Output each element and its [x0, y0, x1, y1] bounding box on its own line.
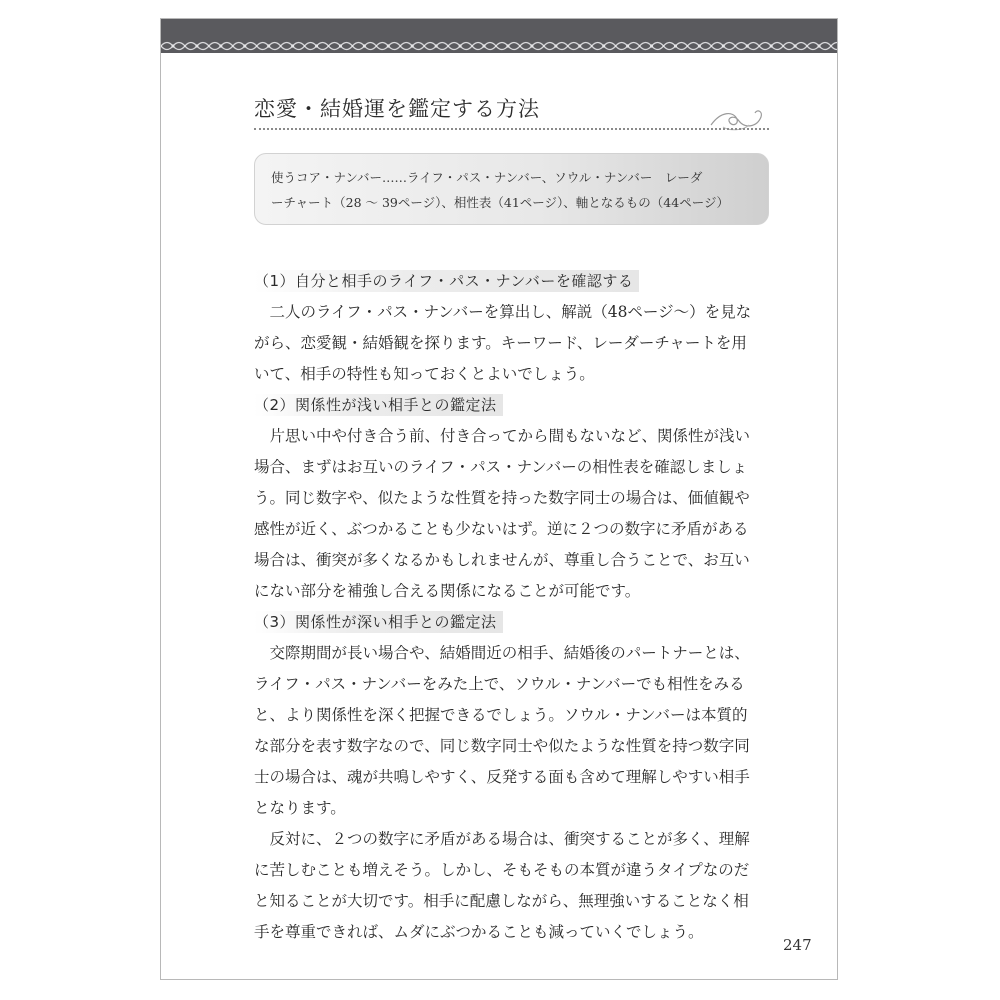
core-numbers-box [254, 153, 769, 225]
paragraph-line: 士の場合は、魂が共鳴しやすく、反発する面も含めて理解しやすい相手 [254, 768, 750, 786]
paragraph-line: う。同じ数字や、似たような性質を持った数字同士の場合は、価値観や [254, 489, 750, 507]
paragraph-line: 反対に、２つの数字に矛盾がある場合は、衝突することが多く、理解 [254, 830, 750, 848]
body-text [254, 266, 774, 948]
section-heading-text: （2）関係性が浅い相手との鑑定法 [254, 394, 503, 416]
lace-border-ornament [161, 39, 837, 53]
paragraph-line: にない部分を補強し合える関係になることが可能です。 [254, 582, 641, 600]
section-heading [254, 607, 774, 638]
core-numbers-line: 使うコア・ナンバー……ライフ・パス・ナンバー、ソウル・ナンバー レーダ [271, 170, 703, 185]
book-page [160, 18, 838, 980]
paragraph-line: がら、恋愛観・結婚観を探ります。キーワード、レーダーチャートを用 [254, 334, 747, 352]
paragraph-line: 交際期間が長い場合や、結婚間近の相手、結婚後のパートナーとは、 [254, 644, 750, 662]
section-heading [254, 266, 774, 297]
paragraph-line: 手を尊重できれば、ムダにぶつかることも減っていくでしょう。 [254, 923, 704, 941]
section-heading-text: （1）自分と相手のライフ・パス・ナンバーを確認する [254, 270, 639, 292]
paragraph-line: 片思い中や付き合う前、付き合ってから間もないなど、関係性が浅い [254, 427, 751, 445]
section-title: 恋愛・結婚運を鑑定する方法 [254, 97, 540, 121]
core-numbers-line: ーチャート（28 〜 39ページ）、相性表（41ページ）、軸となるもの（44ページ） [271, 195, 729, 210]
paragraph-line: と知ることが大切です。相手に配慮しながら、無理強いすることなく相 [254, 892, 749, 910]
paragraph-line: 場合は、衝突が多くなるかもしれませんが、尊重し合うことで、お互い [254, 551, 750, 569]
paragraph-line: 感性が近く、ぶつかることも少ないはず。逆に２つの数字に矛盾がある [254, 520, 749, 538]
paragraph-line: ライフ・パス・ナンバーをみた上で、ソウル・ナンバーでも相性をみる [254, 675, 745, 693]
paragraph-line: となります。 [254, 799, 346, 817]
paragraph-line: に苦しむことも増えそう。しかし、そもそもの本質が違うタイプなのだ [254, 861, 750, 879]
paragraph-line: 二人のライフ・パス・ナンバーを算出し、解説（48ページ〜）を見な [254, 303, 752, 321]
paragraph-line: な部分を表す数字なので、同じ数字同士や似たような性質を持つ数字同 [254, 737, 750, 755]
section-heading-text: （3）関係性が深い相手との鑑定法 [254, 611, 503, 633]
paragraph-line: いて、相手の特性も知っておくとよいでしょう。 [254, 365, 595, 383]
paragraph-line: と、より関係性を深く把握できるでしょう。ソウル・ナンバーは本質的 [254, 706, 748, 724]
header-band [161, 19, 837, 53]
paragraph-line: 場合、まずはお互いのライフ・パス・ナンバーの相性表を確認しましょ [254, 458, 748, 476]
page-number: 247 [783, 936, 812, 954]
section-heading [254, 390, 774, 421]
title-divider [254, 128, 769, 130]
